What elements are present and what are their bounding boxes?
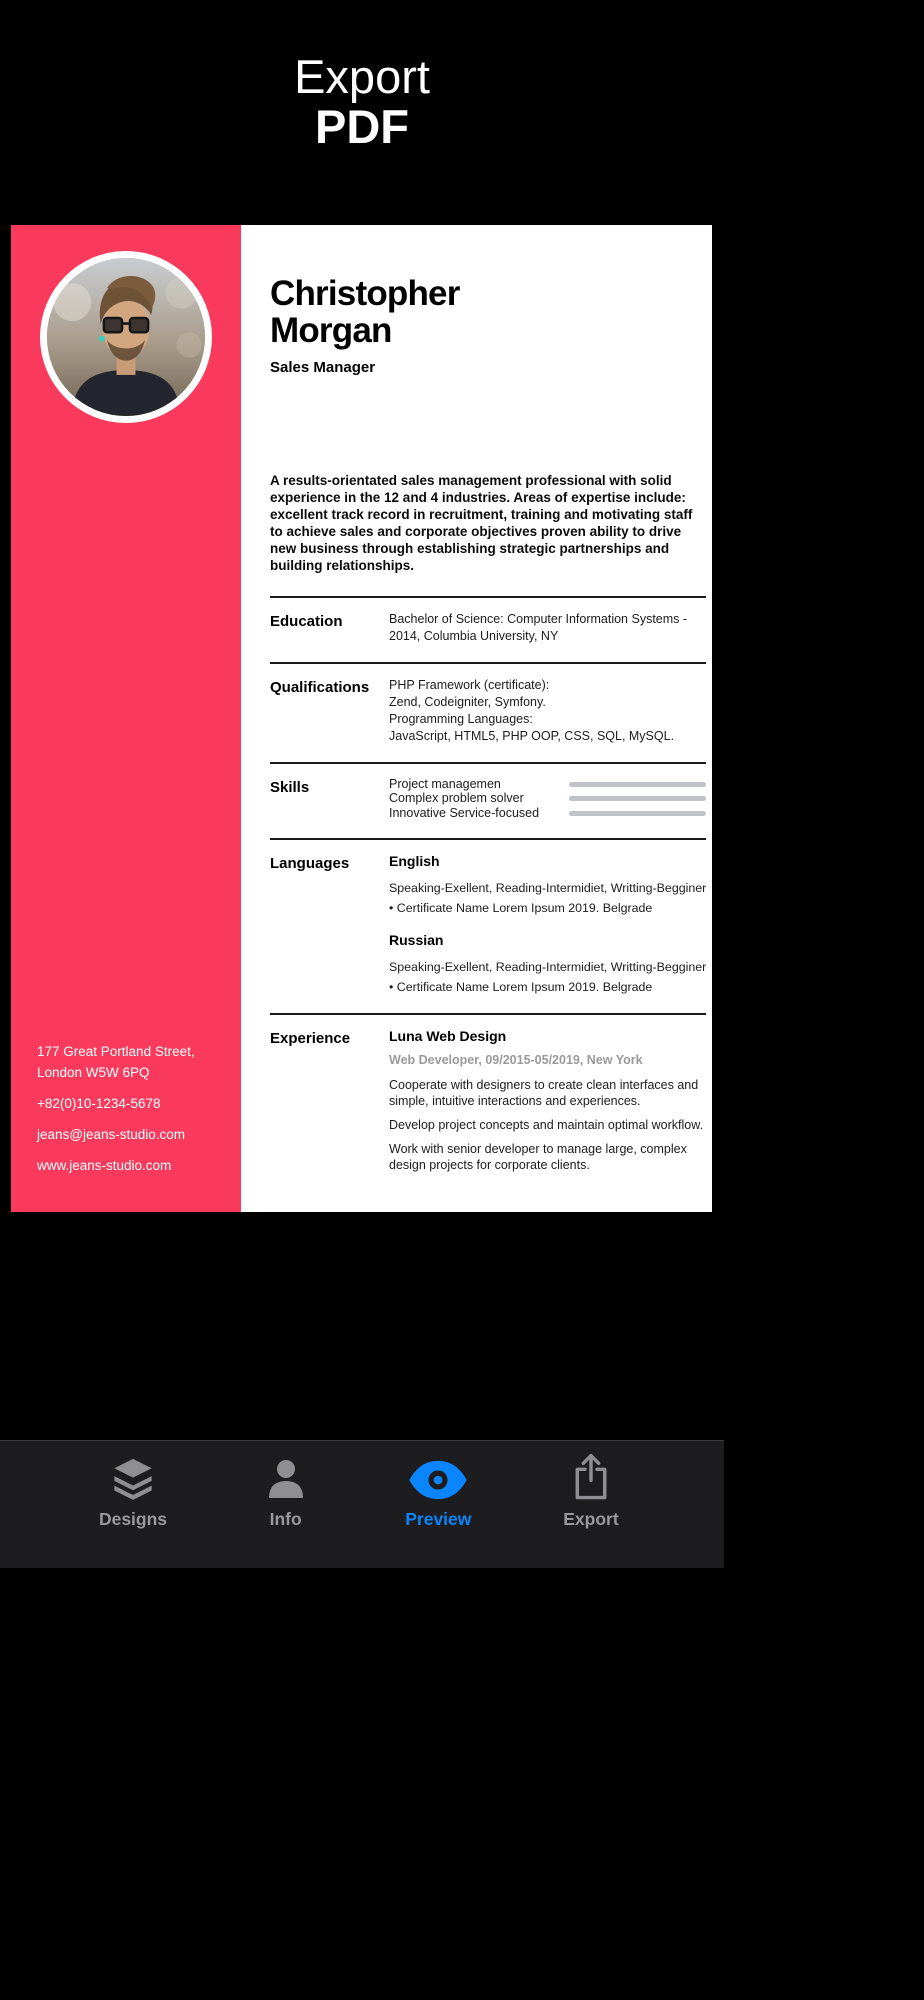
skill-name: Project managemen [389,776,501,791]
resume-sidebar [11,225,241,1212]
section-languages [270,838,706,1013]
section-education [270,596,706,662]
tab-info-label: Info [269,1509,302,1529]
language-certificate: • Certificate Name Lorem Ipsum 2019. Belgrade [389,900,653,915]
contact-address [37,1041,229,1083]
skill-progress-bar [569,796,706,801]
tab-designs-label: Designs [98,1509,168,1529]
language-name: English [389,852,440,869]
person-name-line1: Christopher [270,274,460,313]
language-name: Russian [389,931,444,948]
section-skills [270,762,706,838]
contact-block [37,1041,229,1176]
tab-preview[interactable] [383,1453,493,1530]
section-experience [270,1013,706,1190]
skill-name: Complex problem solver [389,791,524,806]
tab-items [0,1441,724,1530]
skill-progress-bar [569,811,706,816]
layers-icon [110,1453,156,1501]
contact-phone: +82(0)10-1234-5678 [37,1096,161,1111]
section-experience-body [389,1028,706,1173]
qualification-line: Zend, Codeigniter, Symfony. [389,695,546,709]
profile-photo-placeholder [47,258,205,416]
skill-row [389,806,706,821]
experience-role: Web Developer, 09/2015-05/2019, New York [389,1052,643,1067]
summary-paragraph: A results-orientated sales management professional with solid experience in the 12 and 4 industries. Areas of expertise include: excellent track record in recruitment, training and motivating staff to achieve sales and corporate objectives proven ability to drive new business through establishing strategic partnerships and building relationships. [270,473,693,573]
experience-paragraph: Cooperate with designers to create clean interfaces and simple, intuitive interactions and experiences. [389,1077,699,1108]
share-icon [572,1453,610,1501]
resume-sections [270,596,706,1190]
bottom-tab-bar [0,1440,724,1568]
page-title-line2: PDF [315,100,409,153]
person-icon [264,1453,308,1501]
section-languages-label: Languages [270,854,350,872]
resume-main [241,225,727,1212]
section-skills-body [389,777,706,821]
page-title [0,52,724,152]
experience-company: Luna Web Design [389,1027,507,1044]
section-qualifications [270,662,706,762]
person-name [270,275,706,349]
qualification-line: Programming Languages: [389,712,533,726]
page-title-line1: Export [294,50,430,103]
profile-photo-ring [40,251,212,423]
eye-icon [407,1453,469,1501]
language-detail: Speaking-Exellent, Reading-Intermidiet, Writting-Begginer [389,880,707,895]
experience-paragraph: Work with senior developer to manage large, complex design projects for corporate clients. [389,1141,687,1172]
tab-preview-label: Preview [405,1509,472,1529]
person-name-line2: Morgan [270,311,392,350]
person-job-title: Sales Manager [270,359,376,376]
section-skills-label: Skills [270,779,310,796]
profile-photo [47,258,205,416]
resume-preview-card [11,225,712,1212]
section-education-label: Education [270,613,343,630]
qualification-line: PHP Framework (certificate): [389,678,550,692]
contact-address-line1: 177 Great Portland Street, [37,1044,195,1059]
section-qualifications-text [389,677,706,745]
tab-export[interactable] [536,1453,646,1530]
section-education-text: Bachelor of Science: Computer Information Systems - 2014, Columbia University, NY [389,612,688,643]
section-languages-body [389,853,706,996]
tab-info[interactable] [231,1453,341,1530]
tab-export-label: Export [563,1509,619,1529]
skill-name: Innovative Service-focused [389,805,540,820]
language-block [389,853,706,917]
contact-email: jeans@jeans-studio.com [37,1127,186,1142]
qualification-line: JavaScript, HTML5, PHP OOP, CSS, SQL, MySQL. [389,729,675,743]
section-experience-label: Experience [270,1029,351,1047]
tab-designs[interactable] [78,1453,188,1530]
language-certificate: • Certificate Name Lorem Ipsum 2019. Belgrade [389,979,653,994]
experience-paragraph: Develop project concepts and maintain optimal workflow. [389,1117,704,1132]
section-qualifications-label: Qualifications [270,679,370,696]
language-detail: Speaking-Exellent, Reading-Intermidiet, Writting-Begginer [389,959,707,974]
contact-website: www.jeans-studio.com [37,1158,172,1173]
skill-progress-bar [569,782,706,787]
language-block [389,932,706,996]
contact-address-line2: London W5W 6PQ [37,1065,150,1080]
